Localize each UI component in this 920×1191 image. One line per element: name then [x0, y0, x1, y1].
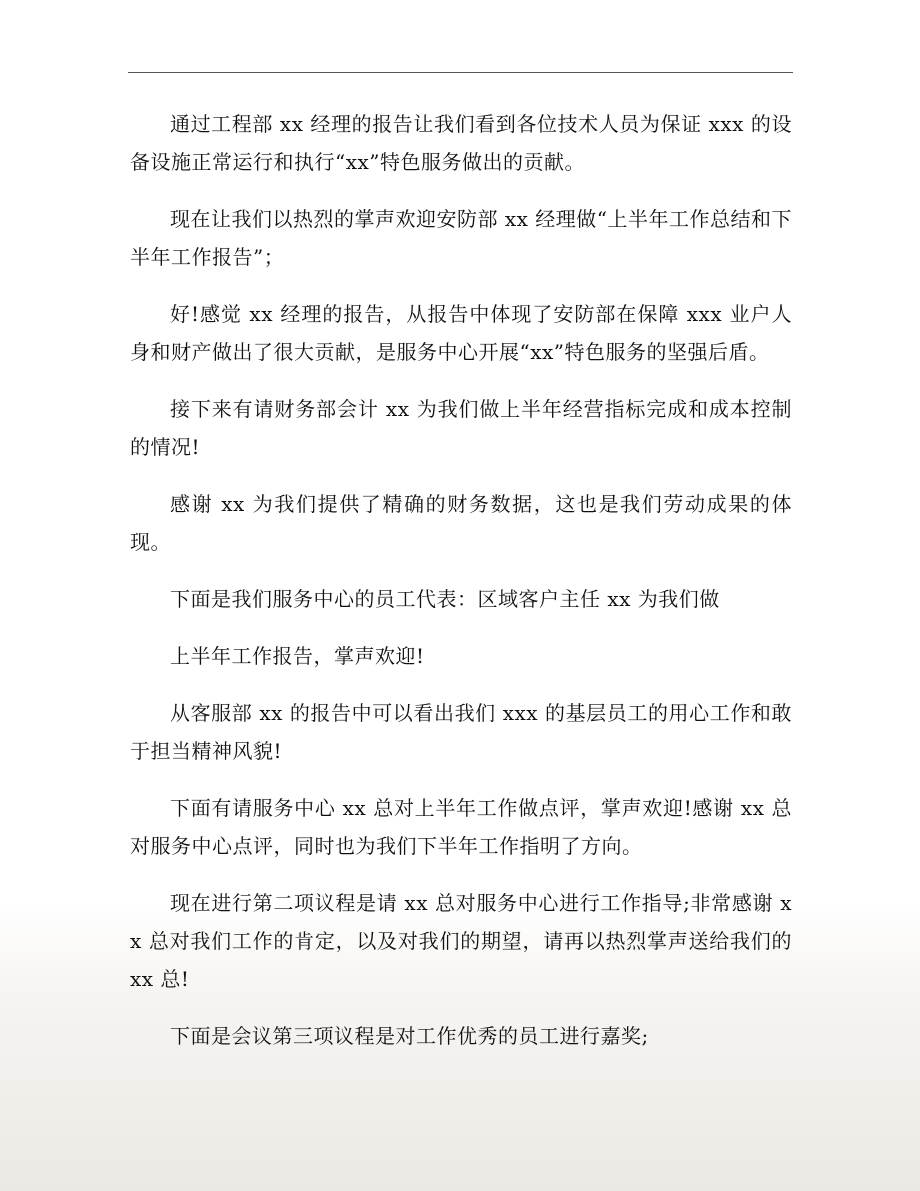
header-rule: [128, 72, 793, 73]
document-body: [130, 105, 792, 1055]
paragraph-3: 好!感觉 xx 经理的报告，从报告中体现了安防部在保障 xxx 业户人身和财产做出了很大贡献，是服务中心开展“xx”特色服务的坚强后盾。: [130, 302, 792, 364]
paragraph-1: 通过工程部 xx 经理的报告让我们看到各位技术人员为保证 xxx 的设备设施正常运行和执行“xx”特色服务做出的贡献。: [130, 112, 792, 174]
paragraph-10: 现在进行第二项议程是请 xx 总对服务中心进行工作指导;非常感谢 xx 总对我们工作的肯定，以及对我们的期望，请再以热烈掌声送给我们的 xx 总!: [130, 891, 792, 991]
paragraph-11: 下面是会议第三项议程是对工作优秀的员工进行嘉奖;: [170, 1024, 649, 1048]
paragraph-2: 现在让我们以热烈的掌声欢迎安防部 xx 经理做“上半年工作总结和下半年工作报告”；: [130, 207, 792, 269]
paragraph-6: 下面是我们服务中心的员工代表：区域客户主任 xx 为我们做: [170, 587, 720, 611]
paragraph-4: 接下来有请财务部会计 xx 为我们做上半年经营指标完成和成本控制的情况!: [130, 397, 792, 459]
paragraph-7: 上半年工作报告，掌声欢迎!: [170, 644, 425, 668]
paragraph-8: 从客服部 xx 的报告中可以看出我们 xxx 的基层员工的用心工作和敢于担当精神风貌!: [130, 701, 792, 763]
paragraph-5: 感谢 xx 为我们提供了精确的财务数据，这也是我们劳动成果的体现。: [130, 492, 792, 554]
paragraph-9: 下面有请服务中心 xx 总对上半年工作做点评，掌声欢迎!感谢 xx 总对服务中心点评，同时也为我们下半年工作指明了方向。: [130, 796, 792, 858]
